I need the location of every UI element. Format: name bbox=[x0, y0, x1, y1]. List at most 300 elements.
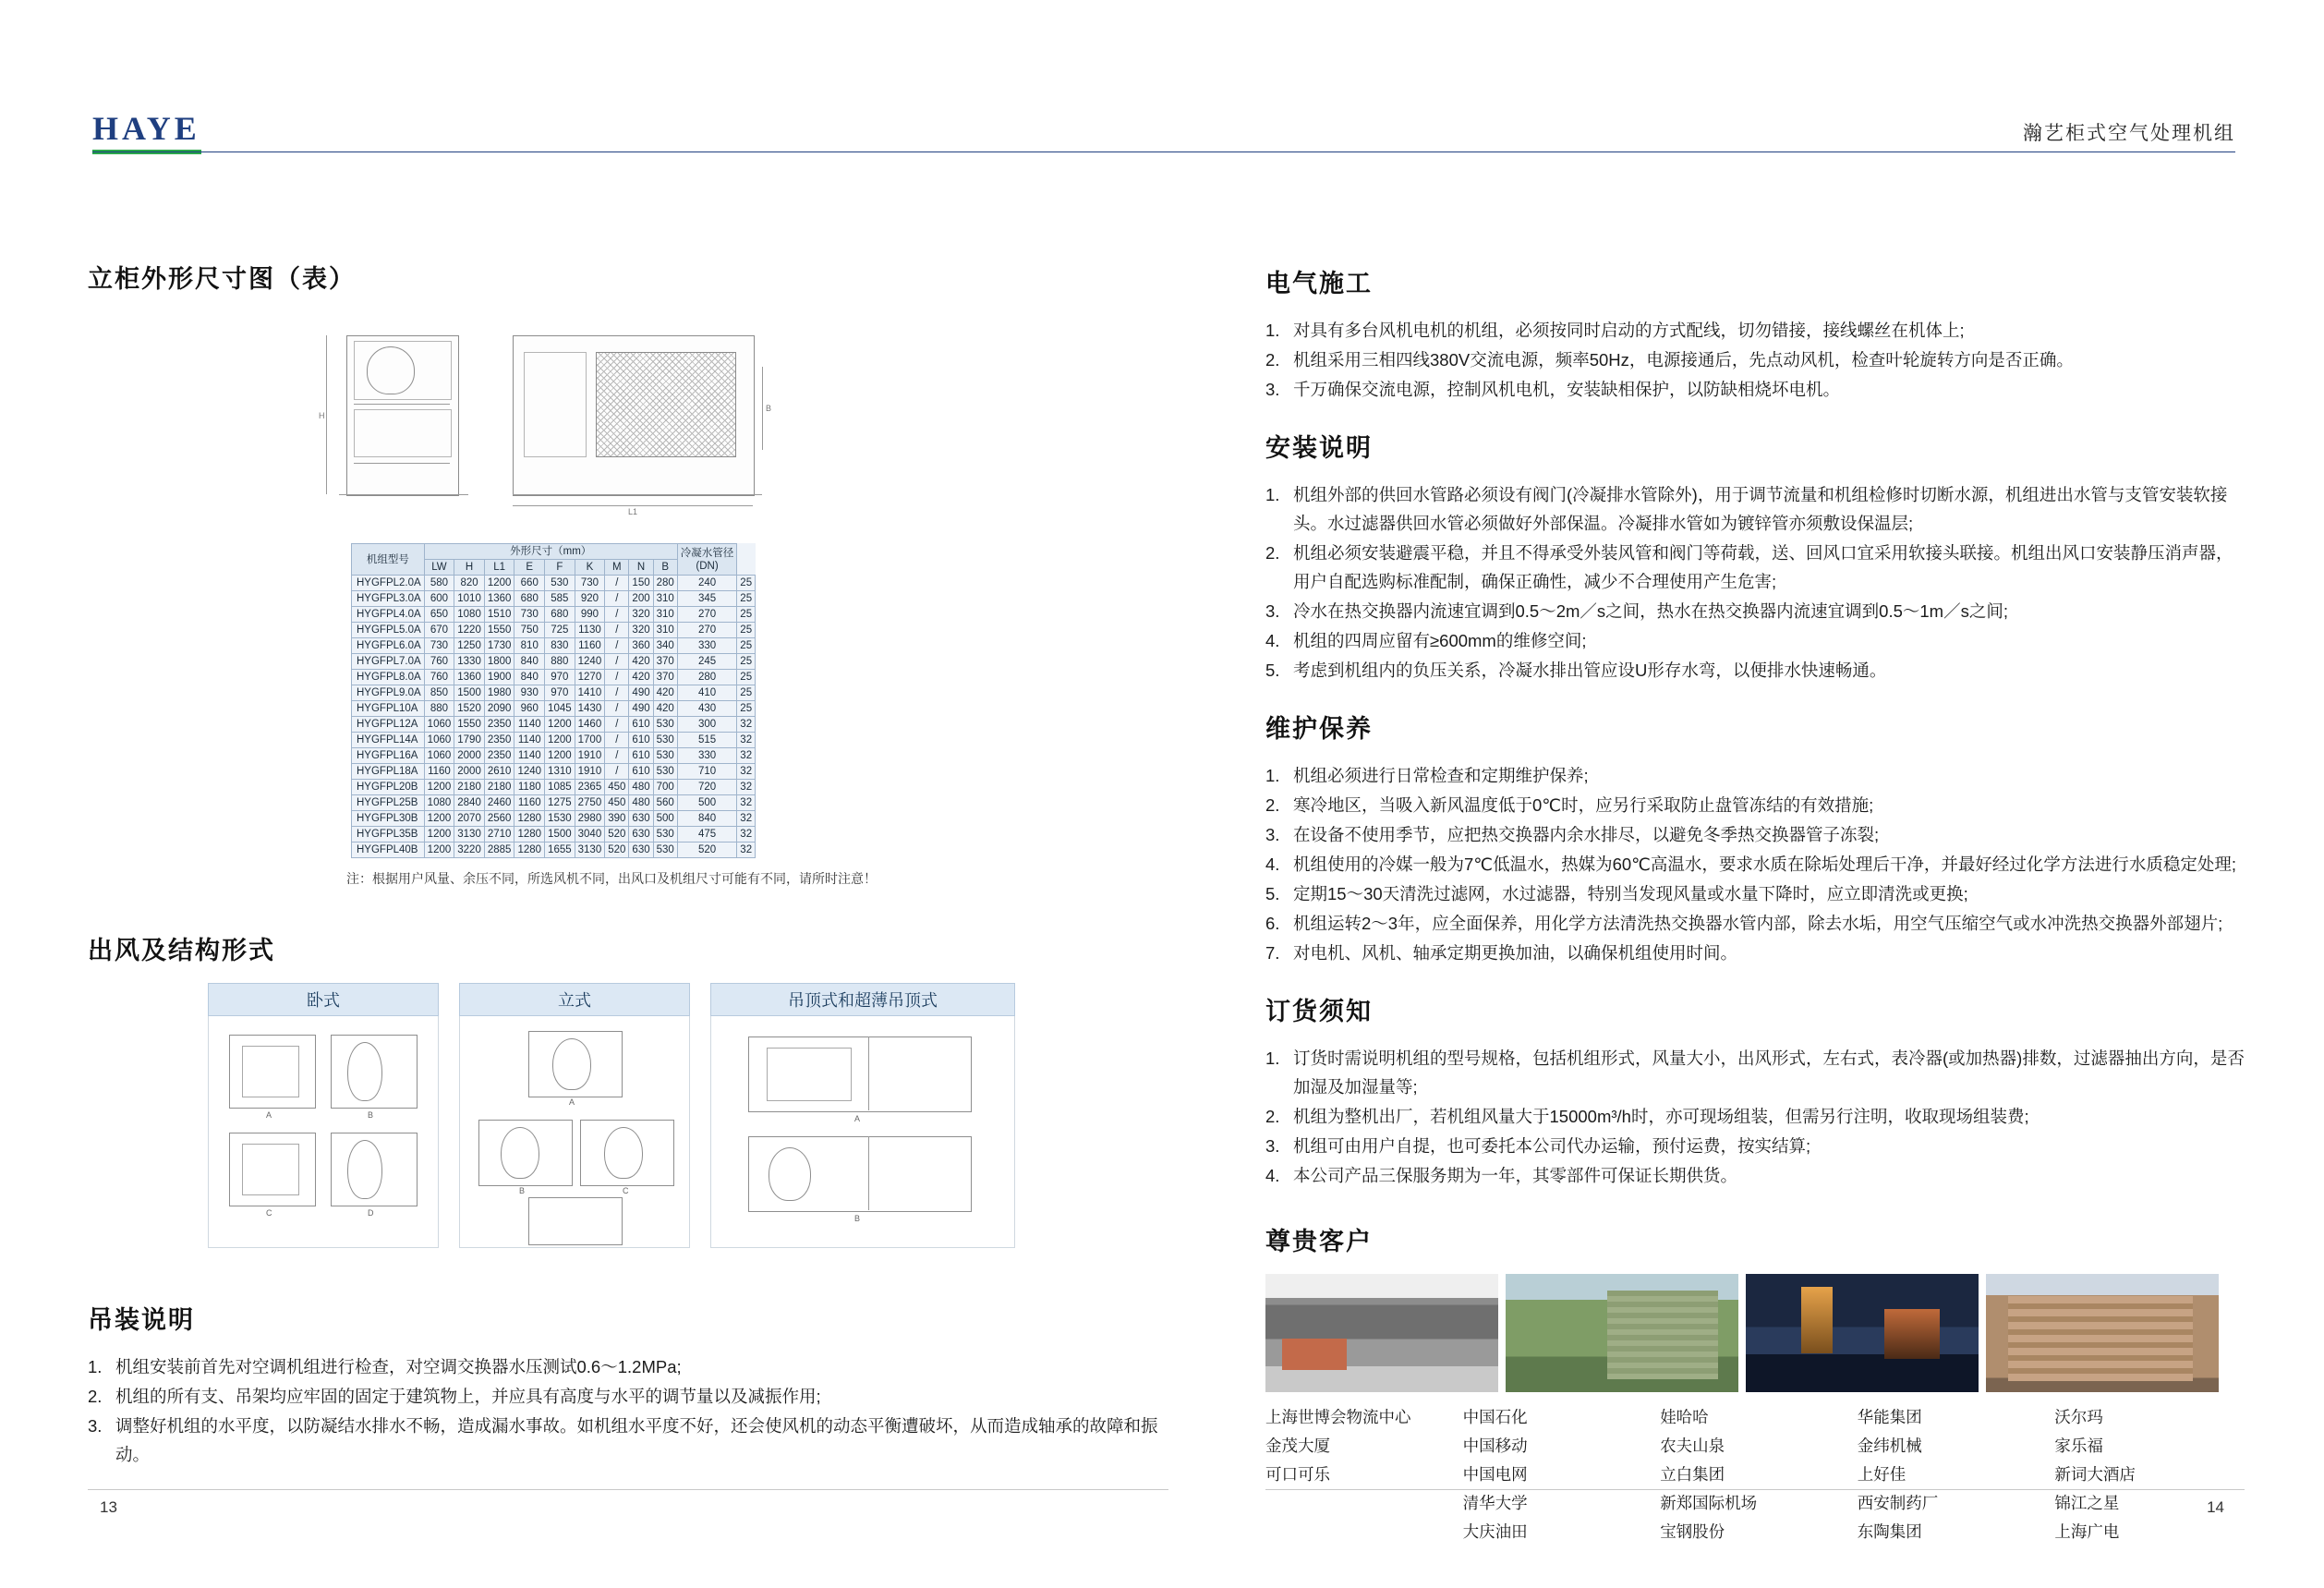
table-cell: 520 bbox=[605, 842, 629, 858]
section-item bbox=[1265, 626, 2245, 655]
table-cell-model: HYGFPL2.0A bbox=[352, 576, 425, 591]
section-item bbox=[1265, 316, 2245, 345]
right-column bbox=[1265, 263, 2245, 1546]
form-fan-outline bbox=[769, 1147, 811, 1201]
client-name-columns bbox=[1265, 1403, 2245, 1546]
table-cell: 2090 bbox=[484, 701, 514, 717]
table-cell: 660 bbox=[514, 576, 545, 591]
table-cell: 1550 bbox=[484, 623, 514, 638]
table-cell: 490 bbox=[629, 685, 653, 701]
client-name: 沃尔玛 bbox=[2054, 1408, 2103, 1426]
table-cell: 2750 bbox=[575, 795, 605, 811]
table-cell: 530 bbox=[653, 733, 677, 748]
table-cell: 880 bbox=[424, 701, 454, 717]
table-cell: 1500 bbox=[545, 827, 575, 842]
table-row bbox=[352, 795, 756, 811]
section-list bbox=[1265, 761, 2245, 967]
table-row bbox=[352, 733, 756, 748]
table-cell: 830 bbox=[545, 638, 575, 654]
table-cell: 880 bbox=[545, 654, 575, 670]
table-cell: 32 bbox=[737, 764, 756, 780]
drawing-front-base bbox=[513, 494, 762, 495]
table-cell: 1430 bbox=[575, 701, 605, 717]
client-column bbox=[2054, 1403, 2245, 1546]
item-text: 冷水在热交换器内流速宜调到0.5～2m／s之间，热水在热交换器内流速宜调到0.5～1m／s之间; bbox=[1293, 601, 2008, 621]
item-number: 6. bbox=[1265, 914, 1280, 933]
item-text: 机组必须安装避震平稳，并且不得承受外装风管和阀门等荷载，送、回风口宜采用软接头联接。机组出风口安装静压消声器，用户自配选购标准配制，确保正确性，减少不合理使用产生危害; bbox=[1293, 543, 2233, 591]
section-item bbox=[1265, 850, 2245, 879]
table-cell: 1730 bbox=[484, 638, 514, 654]
table-cell: 32 bbox=[737, 795, 756, 811]
item-number: 2. bbox=[1265, 1107, 1280, 1126]
client-column bbox=[1660, 1403, 1850, 1546]
table-cell-model: HYGFPL6.0A bbox=[352, 638, 425, 654]
table-cell: 1060 bbox=[424, 733, 454, 748]
table-cell: 1240 bbox=[514, 764, 545, 780]
table-cell: 720 bbox=[677, 780, 737, 795]
table-cell: 1080 bbox=[454, 607, 485, 623]
table-cell: 1250 bbox=[454, 638, 485, 654]
item-number: 2. bbox=[1265, 350, 1280, 370]
table-cell: 760 bbox=[424, 670, 454, 685]
section-item bbox=[1265, 539, 2245, 596]
table-group-header-row bbox=[352, 544, 756, 560]
client-name: 宝钢股份 bbox=[1660, 1522, 1725, 1541]
table-row bbox=[352, 827, 756, 842]
table-cell: 840 bbox=[514, 670, 545, 685]
table-cell: / bbox=[605, 670, 629, 685]
table-row bbox=[352, 811, 756, 827]
section-item bbox=[1265, 480, 2245, 538]
table-cell: 450 bbox=[605, 795, 629, 811]
client-name: 金纬机械 bbox=[1857, 1436, 1922, 1455]
table-cell: 1085 bbox=[545, 780, 575, 795]
table-cell-model: HYGFPL30B bbox=[352, 811, 425, 827]
client-column bbox=[1265, 1403, 1456, 1546]
table-cell-model: HYGFPL18A bbox=[352, 764, 425, 780]
table-cell-model: HYGFPL16A bbox=[352, 748, 425, 764]
form-unit-inner bbox=[242, 1046, 299, 1097]
section-2 bbox=[1265, 709, 2245, 967]
table-cell: 1200 bbox=[424, 811, 454, 827]
form-fan-outline bbox=[604, 1127, 643, 1179]
client-name: 上海世博会物流中心 bbox=[1265, 1408, 1411, 1426]
section-item bbox=[1265, 879, 2245, 908]
table-cell: 2710 bbox=[484, 827, 514, 842]
section-1 bbox=[1265, 428, 2245, 685]
table-cell: 430 bbox=[677, 701, 737, 717]
right-sections bbox=[1265, 263, 2245, 1190]
table-cell: 2610 bbox=[484, 764, 514, 780]
table-cell: 1910 bbox=[575, 764, 605, 780]
table-cell: 750 bbox=[514, 623, 545, 638]
item-number: 4. bbox=[1265, 1166, 1280, 1185]
table-cell: 1270 bbox=[575, 670, 605, 685]
table-cell: 1310 bbox=[545, 764, 575, 780]
table-cell: 340 bbox=[653, 638, 677, 654]
clients-title: 尊贵客户 bbox=[1265, 1228, 1373, 1255]
table-cell: 1140 bbox=[514, 717, 545, 733]
item-text: 调整好机组的水平度，以防凝结水排水不畅，造成漏水事故。如机组水平度不好，还会使风机的动态平衡遭破坏，从而造成轴承的故障和振动。 bbox=[115, 1416, 1158, 1464]
item-text: 对具有多台风机电机的机组，必须按同时启动的方式配线，切勿错接，接线螺丝在机体上; bbox=[1293, 321, 1965, 340]
client-name: 中国移动 bbox=[1462, 1436, 1528, 1455]
section-item bbox=[1265, 761, 2245, 790]
client-photo-1 bbox=[1265, 1274, 1498, 1392]
table-cell: 1790 bbox=[454, 733, 485, 748]
table-cell: 320 bbox=[629, 623, 653, 638]
table-cell: 1060 bbox=[424, 717, 454, 733]
table-cell: 410 bbox=[677, 685, 737, 701]
table-cell: 1910 bbox=[575, 748, 605, 764]
table-cell: 1200 bbox=[545, 748, 575, 764]
section-item bbox=[1265, 656, 2245, 685]
table-cell: 270 bbox=[677, 623, 737, 638]
table-cell: 730 bbox=[514, 607, 545, 623]
table-cell: 345 bbox=[677, 591, 737, 607]
form-caption-ceiling: 吊顶式和超薄吊顶式 bbox=[710, 983, 1015, 1016]
table-cell: 680 bbox=[545, 607, 575, 623]
table-row bbox=[352, 607, 756, 623]
drawing-base-line bbox=[339, 494, 468, 495]
drawing-divider-1 bbox=[354, 404, 450, 405]
table-cell: 850 bbox=[424, 685, 454, 701]
table-cell: 610 bbox=[629, 733, 653, 748]
table-cell: 1080 bbox=[424, 795, 454, 811]
table-cell: 300 bbox=[677, 717, 737, 733]
table-cell: 630 bbox=[629, 827, 653, 842]
table-cell: 1280 bbox=[514, 842, 545, 858]
drawing-dim-vertical bbox=[326, 335, 327, 494]
item-number: 1. bbox=[1265, 321, 1280, 340]
table-cell: 3130 bbox=[575, 842, 605, 858]
table-cell: 420 bbox=[653, 701, 677, 717]
table-cell-model: HYGFPL35B bbox=[352, 827, 425, 842]
table-cell: 530 bbox=[653, 827, 677, 842]
table-cell: / bbox=[605, 685, 629, 701]
table-cell: 1500 bbox=[454, 685, 485, 701]
table-cell: 280 bbox=[653, 576, 677, 591]
form-fan-outline bbox=[347, 1042, 382, 1101]
table-cell: 725 bbox=[545, 623, 575, 638]
client-photo-strip bbox=[1265, 1274, 2245, 1392]
form-divider bbox=[868, 1136, 869, 1210]
table-cell: 1010 bbox=[454, 591, 485, 607]
item-text: 机组外部的供回水管路必须设有阀门(冷凝排水管除外)，用于调节流量和机组检修时切断水源，机组进出水管与支管安装软接头。水过滤器供回水管必须做好外部保温。冷凝排水管如为镀锌管亦须敷设保温层; bbox=[1293, 485, 2228, 533]
item-number: 5. bbox=[1265, 661, 1280, 680]
table-cell: 2350 bbox=[484, 733, 514, 748]
drawing-inlet-section bbox=[524, 352, 587, 457]
table-cell: 240 bbox=[677, 576, 737, 591]
table-cell: 1140 bbox=[514, 748, 545, 764]
client-photo-3 bbox=[1746, 1274, 1979, 1392]
section-item bbox=[1265, 939, 2245, 967]
table-cell: 700 bbox=[653, 780, 677, 795]
table-cell-model: HYGFPL25B bbox=[352, 795, 425, 811]
client-name: 上海广电 bbox=[2054, 1522, 2120, 1541]
table-cell: 2070 bbox=[454, 811, 485, 827]
section-item bbox=[1265, 345, 2245, 374]
table-cell: 1520 bbox=[454, 701, 485, 717]
table-cell-model: HYGFPL14A bbox=[352, 733, 425, 748]
table-cell: 25 bbox=[737, 623, 756, 638]
client-photo-2 bbox=[1506, 1274, 1738, 1392]
section-item bbox=[1265, 1044, 2245, 1101]
table-cell: 970 bbox=[545, 670, 575, 685]
table-cell: 25 bbox=[737, 638, 756, 654]
item-text: 机组采用三相四线380V交流电源，频率50Hz，电源接通后，先点动风机，检查叶轮旋转方向是否正确。 bbox=[1293, 350, 2074, 370]
table-cell: 1655 bbox=[545, 842, 575, 858]
hoisting-item bbox=[88, 1382, 1168, 1411]
client-name: 立白集团 bbox=[1660, 1465, 1725, 1484]
table-cell: 25 bbox=[737, 685, 756, 701]
section-item bbox=[1265, 375, 2245, 404]
table-cell: 500 bbox=[653, 811, 677, 827]
table-cell: / bbox=[605, 717, 629, 733]
page-header bbox=[92, 109, 2235, 152]
item-text: 机组必须进行日常检查和定期维护保养; bbox=[1293, 766, 1589, 785]
table-cell: 610 bbox=[629, 717, 653, 733]
form-fan-outline bbox=[347, 1140, 382, 1199]
form-body-ceiling: A B bbox=[710, 1016, 1015, 1248]
table-cell: 25 bbox=[737, 591, 756, 607]
table-cell: 480 bbox=[629, 795, 653, 811]
item-text: 机组使用的冷媒一般为7℃低温水，热媒为60℃高温水，要求水质在除垢处理后干净，并最好经过化学方法进行水质稳定处理; bbox=[1293, 855, 2237, 874]
item-number: 2. bbox=[1265, 543, 1280, 563]
client-name: 中国石化 bbox=[1462, 1408, 1528, 1426]
table-cell: / bbox=[605, 607, 629, 623]
table-cell: 1275 bbox=[545, 795, 575, 811]
section-list bbox=[1265, 1044, 2245, 1190]
client-column bbox=[1463, 1403, 1653, 1546]
table-cell: 200 bbox=[629, 591, 653, 607]
item-text: 千万确保交流电源，控制风机电机，安装缺相保护，以防缺相烧坏电机。 bbox=[1293, 380, 1841, 399]
form-card-vertical bbox=[459, 983, 690, 1248]
th-col-5: K bbox=[575, 560, 605, 576]
section-title: 维护保养 bbox=[1265, 715, 1373, 743]
table-cell-model: HYGFPL10A bbox=[352, 701, 425, 717]
table-cell: 25 bbox=[737, 654, 756, 670]
item-number: 3. bbox=[1265, 825, 1280, 844]
table-cell: 280 bbox=[677, 670, 737, 685]
item-number: 1. bbox=[1265, 1049, 1280, 1068]
table-cell: 920 bbox=[575, 591, 605, 607]
table-cell: 2350 bbox=[484, 717, 514, 733]
th-water: 冷凝水管径 (DN) bbox=[677, 544, 737, 576]
item-number: 2. bbox=[88, 1387, 103, 1406]
section-title: 安装说明 bbox=[1265, 434, 1373, 462]
table-cell-model: HYGFPL5.0A bbox=[352, 623, 425, 638]
table-cell: 270 bbox=[677, 607, 737, 623]
table-cell: 320 bbox=[629, 607, 653, 623]
table-cell: 1140 bbox=[514, 733, 545, 748]
table-cell: 245 bbox=[677, 654, 737, 670]
table-cell: / bbox=[605, 701, 629, 717]
table-cell: 310 bbox=[653, 607, 677, 623]
th-col-0: LW bbox=[424, 560, 454, 576]
table-cell: / bbox=[605, 576, 629, 591]
table-cell: 1240 bbox=[575, 654, 605, 670]
table-row bbox=[352, 842, 756, 858]
table-cell: 360 bbox=[629, 638, 653, 654]
client-name: 农夫山泉 bbox=[1660, 1436, 1725, 1455]
table-cell: 1200 bbox=[424, 827, 454, 842]
table-row bbox=[352, 780, 756, 795]
table-cell: / bbox=[605, 623, 629, 638]
th-col-8: B bbox=[653, 560, 677, 576]
section-item bbox=[1265, 909, 2245, 938]
header-title: 瀚艺柜式空气处理机组 bbox=[2023, 123, 2235, 144]
table-cell: 530 bbox=[545, 576, 575, 591]
table-cell: 1060 bbox=[424, 748, 454, 764]
th-model: 机组型号 bbox=[352, 544, 425, 576]
table-cell: / bbox=[605, 764, 629, 780]
client-name: 西安制药厂 bbox=[1857, 1494, 1939, 1512]
table-cell: 1200 bbox=[545, 717, 575, 733]
table-cell: 1200 bbox=[424, 842, 454, 858]
table-cell: 580 bbox=[424, 576, 454, 591]
table-cell: 560 bbox=[653, 795, 677, 811]
table-cell: 2365 bbox=[575, 780, 605, 795]
table-row bbox=[352, 701, 756, 717]
table-cell: 520 bbox=[677, 842, 737, 858]
form-card-ceiling bbox=[710, 983, 1015, 1248]
item-text: 对电机、风机、轴承定期更换加油，以确保机组使用时间。 bbox=[1293, 943, 1738, 963]
section-item bbox=[1265, 820, 2245, 849]
section-title: 电气施工 bbox=[1265, 270, 1373, 297]
table-cell-model: HYGFPL4.0A bbox=[352, 607, 425, 623]
item-number: 3. bbox=[1265, 601, 1280, 621]
th-col-6: M bbox=[605, 560, 629, 576]
client-name: 中国电网 bbox=[1462, 1465, 1528, 1484]
th-dims-group: 外形尺寸（mm） bbox=[424, 544, 677, 560]
page-number-right: 14 bbox=[2207, 1498, 2224, 1516]
table-cell: 1200 bbox=[424, 780, 454, 795]
table-row bbox=[352, 654, 756, 670]
table-cell: 420 bbox=[653, 685, 677, 701]
table-cell: 840 bbox=[514, 654, 545, 670]
section-item bbox=[1265, 1102, 2245, 1131]
table-cell-model: HYGFPL20B bbox=[352, 780, 425, 795]
table-cell: / bbox=[605, 733, 629, 748]
table-row bbox=[352, 764, 756, 780]
drawing-filter-hatch bbox=[596, 352, 736, 457]
table-body bbox=[352, 576, 756, 858]
table-cell: / bbox=[605, 638, 629, 654]
table-row bbox=[352, 748, 756, 764]
item-text: 本公司产品三保服务期为一年，其零部件可保证长期供货。 bbox=[1293, 1166, 1738, 1185]
section-list bbox=[1265, 480, 2245, 685]
table-cell: 530 bbox=[653, 717, 677, 733]
table-cell: 1220 bbox=[454, 623, 485, 638]
table-cell: 420 bbox=[629, 670, 653, 685]
th-col-4: F bbox=[545, 560, 575, 576]
table-cell: 710 bbox=[677, 764, 737, 780]
item-text: 考虑到机组内的负压关系，冷凝水排出管应设U形存水弯，以便排水快速畅通。 bbox=[1293, 661, 1887, 680]
table-row bbox=[352, 717, 756, 733]
table-cell: 1160 bbox=[424, 764, 454, 780]
unit-drawing: H L1 B bbox=[319, 311, 1058, 519]
hoisting-item bbox=[88, 1352, 1168, 1381]
client-name: 娃哈哈 bbox=[1660, 1408, 1709, 1426]
client-column bbox=[1858, 1403, 2048, 1546]
client-photo-4 bbox=[1986, 1274, 2219, 1392]
footer-rule-left bbox=[88, 1489, 1168, 1490]
table-cell: 32 bbox=[737, 748, 756, 764]
client-name: 清华大学 bbox=[1462, 1494, 1528, 1512]
section-item bbox=[1265, 1132, 2245, 1160]
hoisting-list bbox=[88, 1352, 1168, 1469]
item-text: 机组为整机出厂，若机组风量大于15000m³/h时，亦可现场组装，但需另行注明，收取现场组装费; bbox=[1293, 1107, 2029, 1126]
table-cell: / bbox=[605, 654, 629, 670]
table-cell: 1530 bbox=[545, 811, 575, 827]
table-cell: 1410 bbox=[575, 685, 605, 701]
table-cell: 630 bbox=[629, 811, 653, 827]
item-number: 3. bbox=[1265, 380, 1280, 399]
table-cell: / bbox=[605, 748, 629, 764]
left-column bbox=[88, 259, 1168, 1470]
table-cell: 32 bbox=[737, 811, 756, 827]
item-number: 3. bbox=[88, 1416, 103, 1436]
form-body-vertical: A B C bbox=[459, 1016, 690, 1248]
table-cell: 480 bbox=[629, 780, 653, 795]
item-text: 机组的四周应留有≥600mm的维修空间; bbox=[1293, 631, 1587, 650]
dimension-table bbox=[351, 543, 756, 858]
table-cell: 515 bbox=[677, 733, 737, 748]
client-name: 大庆油田 bbox=[1462, 1522, 1528, 1541]
drawing-dim-horizontal bbox=[513, 505, 753, 506]
table-row bbox=[352, 591, 756, 607]
table-cell: 330 bbox=[677, 748, 737, 764]
form-fan-outline bbox=[552, 1038, 591, 1090]
table-cell: 520 bbox=[605, 827, 629, 842]
table-cell: 1160 bbox=[575, 638, 605, 654]
table-cell: 1280 bbox=[514, 811, 545, 827]
client-name: 东陶集团 bbox=[1857, 1522, 1922, 1541]
table-cell: 390 bbox=[605, 811, 629, 827]
table-cell: 1200 bbox=[484, 576, 514, 591]
table-cell: 310 bbox=[653, 623, 677, 638]
form-fan-outline bbox=[501, 1127, 539, 1179]
table-cell: 990 bbox=[575, 607, 605, 623]
item-text: 机组的所有支、吊架均应牢固的固定于建筑物上，并应具有高度与水平的调节量以及减振作用; bbox=[115, 1387, 821, 1406]
item-number: 2. bbox=[1265, 795, 1280, 815]
table-cell: 530 bbox=[653, 764, 677, 780]
section-item bbox=[1265, 791, 2245, 819]
item-text: 寒冷地区，当吸入新风温度低于0℃时，应另行采取防止盘管冻结的有效措施; bbox=[1293, 795, 1874, 815]
table-cell: 490 bbox=[629, 701, 653, 717]
section-list bbox=[1265, 316, 2245, 404]
section-3 bbox=[1265, 991, 2245, 1190]
brand-logo: HAYE bbox=[92, 110, 200, 147]
table-cell: 310 bbox=[653, 591, 677, 607]
table-cell: 420 bbox=[629, 654, 653, 670]
table-cell: 970 bbox=[545, 685, 575, 701]
client-name: 华能集团 bbox=[1857, 1408, 1922, 1426]
item-text: 机组运转2～3年，应全面保养，用化学方法清洗热交换器水管内部，除去水垢，用空气压缩空气或水冲洗热交换器外部翅片; bbox=[1293, 914, 2223, 933]
item-number: 5. bbox=[1265, 884, 1280, 903]
client-name: 上好佳 bbox=[1857, 1465, 1906, 1484]
form-caption-horizontal: 卧式 bbox=[208, 983, 439, 1016]
table-cell: 32 bbox=[737, 842, 756, 858]
form-unit bbox=[528, 1197, 623, 1245]
table-cell: 585 bbox=[545, 591, 575, 607]
table-cell: 1330 bbox=[454, 654, 485, 670]
section-item bbox=[1265, 1161, 2245, 1190]
table-cell: 530 bbox=[653, 842, 677, 858]
table-cell: 1980 bbox=[484, 685, 514, 701]
table-cell: 1800 bbox=[484, 654, 514, 670]
table-cell: 1510 bbox=[484, 607, 514, 623]
